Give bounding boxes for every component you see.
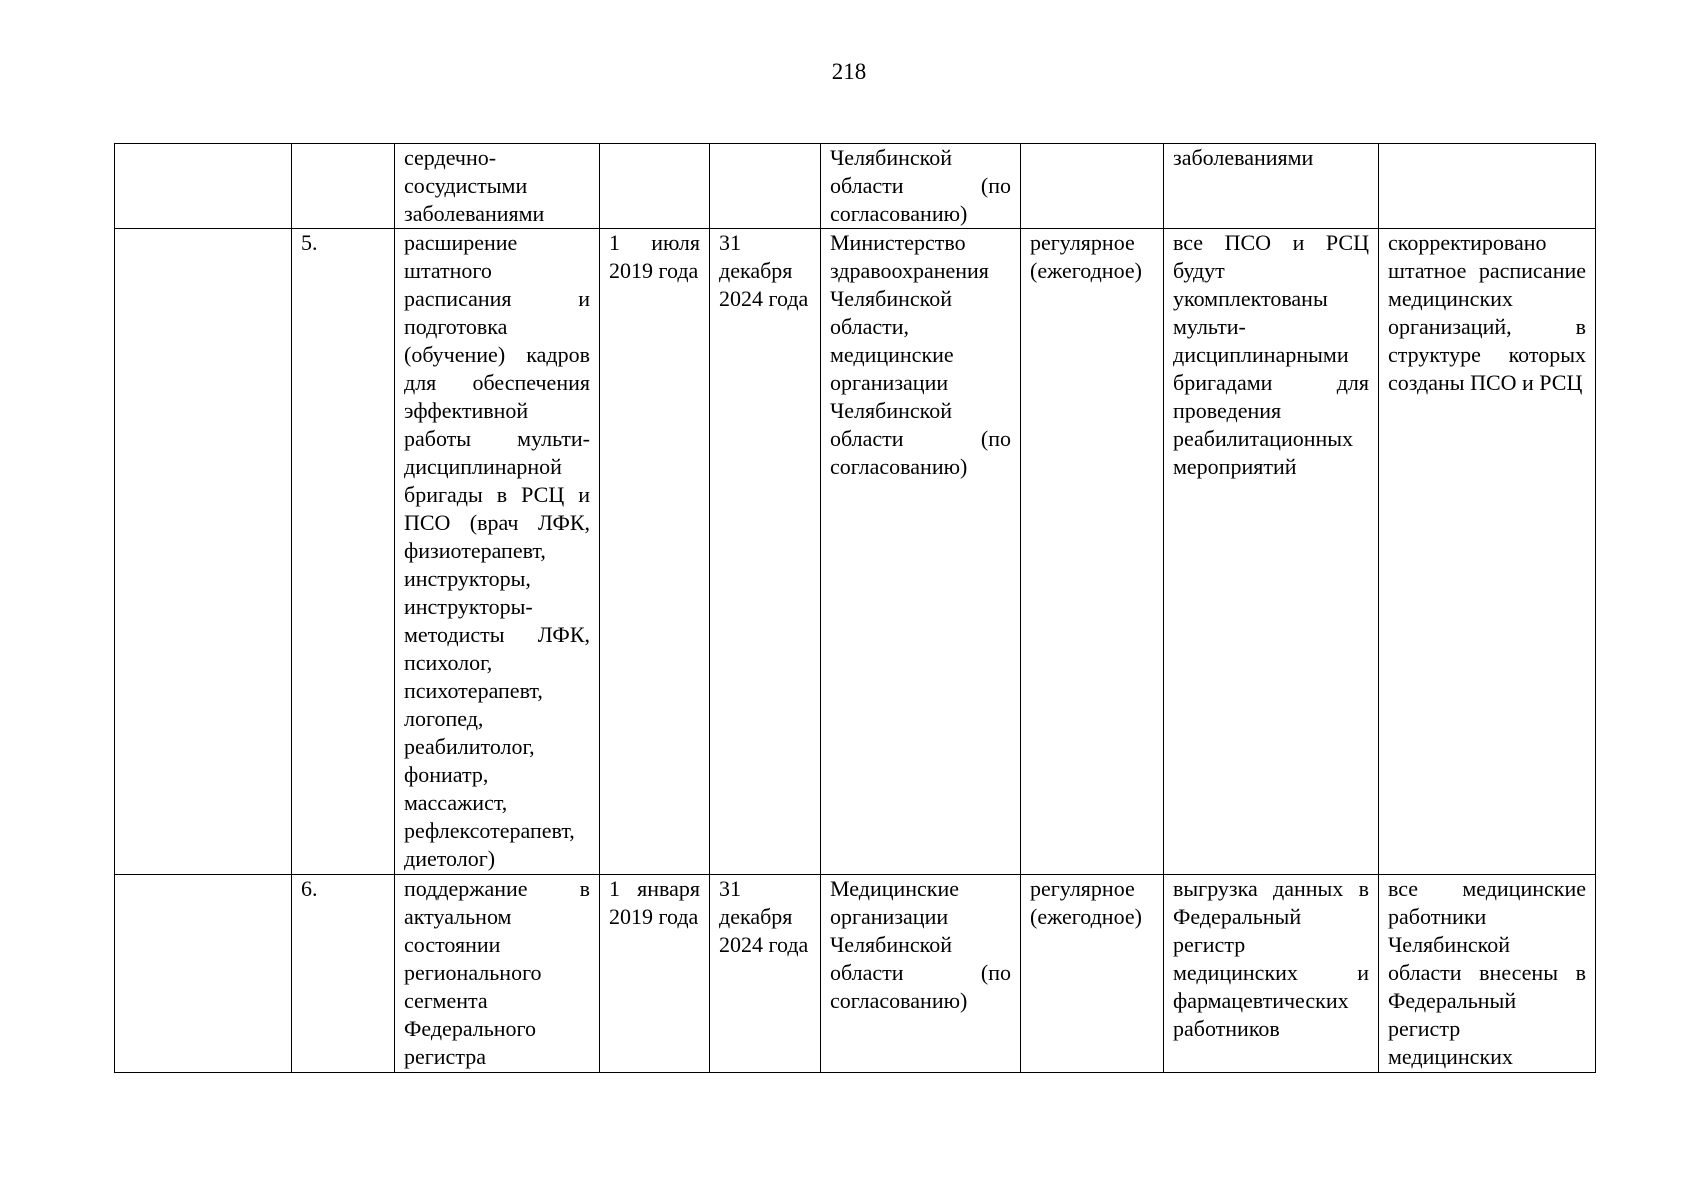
table-cell-number: 5. xyxy=(292,229,395,875)
table-cell-col1 xyxy=(115,875,292,1073)
table-cell-responsible: Министерство здравоохранения Челябинской области, медицинские организации Челябинской области (по согласованию) xyxy=(821,229,1021,875)
table-cell-end-date xyxy=(710,144,821,229)
table-cell-activity: поддержание в актуальном состоянии регионального сегмента Федерального регистра xyxy=(395,875,600,1073)
table-cell-end-date: 31 декабря 2024 года xyxy=(710,875,821,1073)
table-cell-responsible: Медицинские организации Челябинской области (по согласованию) xyxy=(821,875,1021,1073)
table-cell-end-date: 31 декабря 2024 года xyxy=(710,229,821,875)
table-cell-result: заболеваниями xyxy=(1164,144,1379,229)
table-cell-indicator xyxy=(1379,144,1596,229)
table-row xyxy=(115,875,1596,1073)
table-cell-start-date xyxy=(600,144,710,229)
table-cell-type xyxy=(1021,144,1164,229)
table-cell-number: 6. xyxy=(292,875,395,1073)
table-cell-start-date: 1 января 2019 года xyxy=(600,875,710,1073)
table-cell-activity: расширение штатного расписания и подготовка (обучение) кадров для обеспечения эффективной работы мульти-дисциплинарной бригады в РСЦ и ПСО (врач ЛФК, физиотерапевт, инструкторы, инструкторы-методисты ЛФК, психолог, психотерапевт, логопед, реабилитолог, фониатр, массажист, рефлексотерапевт, диетолог) xyxy=(395,229,600,875)
table-cell-responsible: Челябинской области (по согласованию) xyxy=(821,144,1021,229)
table-cell-type: регулярное (ежегодное) xyxy=(1021,875,1164,1073)
table-row xyxy=(115,144,1596,229)
table-cell-indicator: скорректировано штатное расписание медицинских организаций, в структуре которых созданы ПСО и РСЦ xyxy=(1379,229,1596,875)
table-cell-indicator: все медицинские работники Челябинской области внесены в Федеральный регистр медицинских xyxy=(1379,875,1596,1073)
table-cell-type: регулярное (ежегодное) xyxy=(1021,229,1164,875)
table-cell-start-date: 1 июля 2019 года xyxy=(600,229,710,875)
table-cell-col1 xyxy=(115,229,292,875)
plan-table xyxy=(114,143,1596,1073)
table-cell-result: все ПСО и РСЦ будут укомплектованы мульти-дисциплинарными бригадами для проведения реабилитационных мероприятий xyxy=(1164,229,1379,875)
page-number: 218 xyxy=(831,59,867,84)
table-row xyxy=(115,229,1596,875)
table-cell-col1 xyxy=(115,144,292,229)
table-cell-activity: сердечно- сосудистыми заболеваниями xyxy=(395,144,600,229)
table-cell-result: выгрузка данных в Федеральный регистр медицинских и фармацевтических работников xyxy=(1164,875,1379,1073)
table-cell-number xyxy=(292,144,395,229)
